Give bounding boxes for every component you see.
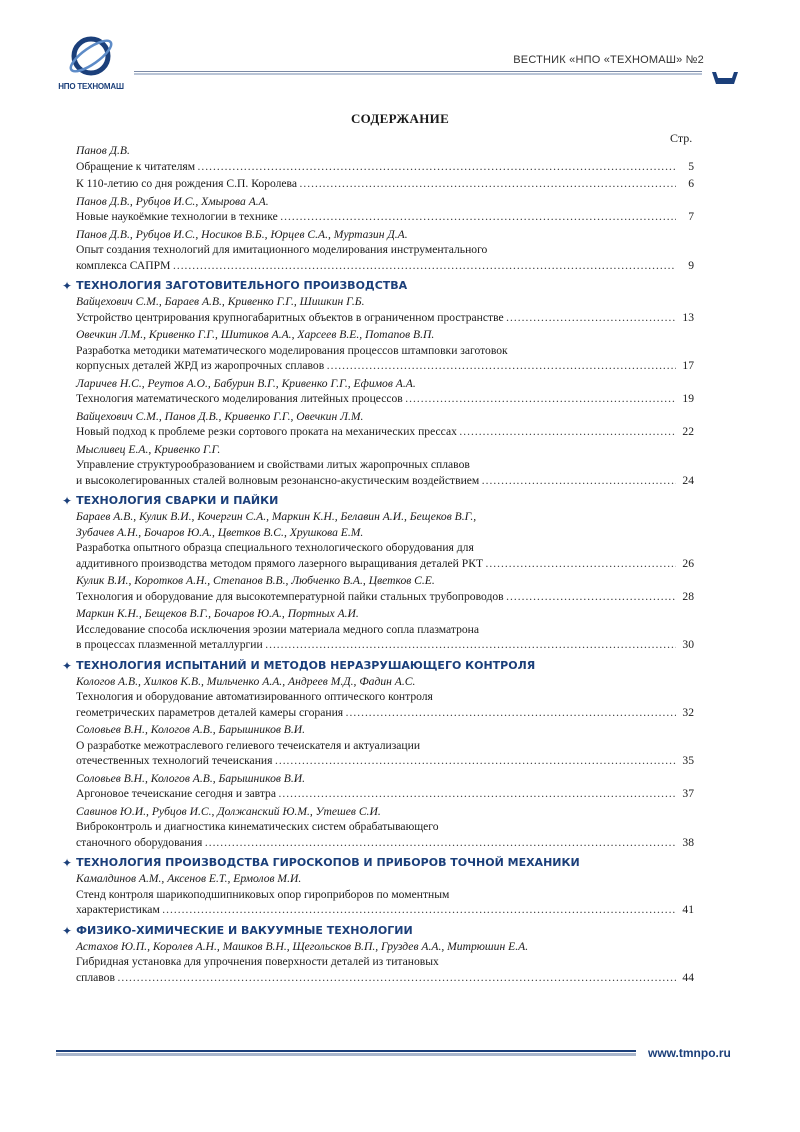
toc-entry[interactable] (62, 442, 694, 489)
leader-dots (172, 258, 676, 274)
entry-title-line: Опыт создания технологий для имитационного моделирования инструментального (76, 243, 488, 256)
toc-entry[interactable] (62, 871, 694, 918)
section-title: ТЕХНОЛОГИЯ ПРОИЗВОДСТВА ГИРОСКОПОВ И ПРИБОРОВ ТОЧНОЙ МЕХАНИКИ (76, 856, 580, 869)
leader-dots (506, 310, 676, 326)
entry-page-number: 19 (682, 392, 694, 405)
entry-page-number: 22 (682, 425, 694, 438)
entry-title-line: Разработка методики математического моделирования процессов штамповки заготовок (76, 343, 508, 357)
entry-title-line (62, 473, 694, 489)
entry-authors: Соловьев В.Н., Кологов А.В., Барышников В.И. (76, 723, 306, 736)
entry-authors: Вайцехович С.М., Панов Д.В., Кривенко Г.Г., Овечкин Л.М. (76, 409, 364, 423)
leader-dots (299, 176, 676, 192)
publisher-logo (56, 34, 126, 96)
entry-authors: Мысливец Е.А., Кривенко Г.Г. (76, 442, 221, 456)
corner-bracket-icon (710, 68, 740, 88)
entry-title-line: О разработке межотраслевого гелиевого течеискателя и актуализации (76, 738, 421, 752)
entry-page-number: 28 (682, 589, 694, 603)
entry-title-line (62, 209, 694, 225)
entry-authors: Кулик В.И., Коротков А.Н., Степанов В.В., Любченко В.А., Цветков С.Е. (76, 574, 435, 587)
toc-entry[interactable] (62, 771, 694, 802)
entry-authors: Кологов А.В., Хилков К.В., Мильченко А.А., Андреев М.Д., Фадин А.С. (76, 674, 416, 688)
leader-dots (405, 391, 676, 407)
entry-authors: Соловьев В.Н., Кологов А.В., Барышников В.И. (76, 771, 306, 785)
entry-page-number: 38 (682, 835, 694, 849)
entry-title-line (62, 391, 694, 407)
entry-title-line (62, 358, 694, 374)
toc-entry[interactable] (62, 227, 694, 274)
leader-dots (274, 753, 676, 769)
entry-title-text: Новый подход к проблеме резки сортового проката на механических прессах (76, 425, 457, 438)
toc-entry[interactable] (62, 409, 694, 440)
entry-title-text: геометрических параметров деталей камеры сгорания (76, 705, 344, 719)
entry-page-number: 41 (682, 903, 694, 916)
entry-title-text: станочного оборудования (76, 835, 203, 849)
entry-title-text: отечественных технологий течеискания (76, 754, 273, 767)
entry-page-number: 44 (682, 970, 694, 984)
entry-authors: Панов Д.В., Рубцов И.С., Носиков В.Б., Юрцев С.А., Муртазин Д.А. (76, 227, 408, 241)
sparkle-icon: ✦ (62, 923, 73, 938)
entry-authors: Маркин К.Н., Бещеков В.Г., Бочаров Ю.А., Портных А.И. (76, 607, 359, 620)
entry-authors: Овечкин Л.М., Кривенко Г.Г., Шитиков А.А., Харсеев В.Е., Потапов В.П. (76, 328, 435, 341)
entry-title-line: Гибридная установка для упрочнения поверхности деталей из титановых (76, 955, 439, 968)
entry-page-number: 17 (682, 359, 694, 372)
leader-dots (204, 835, 676, 851)
toc-entry[interactable] (62, 143, 694, 174)
toc-entry[interactable] (62, 674, 694, 721)
website-link[interactable]: www.tmnpo.ru (648, 1046, 731, 1060)
toc-entry[interactable] (62, 194, 694, 225)
entry-title-line (62, 176, 694, 192)
leader-dots (162, 902, 676, 918)
toc-entry[interactable] (62, 939, 694, 986)
toc-entry[interactable] (62, 294, 694, 325)
entry-title-line (62, 258, 694, 274)
entry-title-text: Аргоновое течеискание сегодня и завтра (76, 787, 276, 800)
entry-page-number: 5 (688, 159, 694, 173)
section-heading (62, 494, 694, 508)
section-heading (62, 279, 694, 293)
entry-page-number: 35 (682, 754, 694, 767)
section-heading (62, 659, 694, 673)
entry-title-line (62, 705, 694, 721)
entry-authors: Ларичев Н.С., Реутов А.О., Бабурин В.Г., Кривенко Г.Г., Ефимов А.А. (76, 376, 416, 390)
toc-title: СОДЕРЖАНИЕ (350, 111, 450, 126)
toc-entry[interactable] (62, 606, 694, 653)
footer-divider (56, 1050, 636, 1056)
entry-authors: Зубачев А.Н., Бочаров Ю.А., Цветков В.С., Хрушкова Е.М. (76, 525, 364, 539)
sparkle-icon: ✦ (62, 494, 73, 508)
entry-page-number: 32 (682, 705, 694, 719)
logo-orbit-icon (66, 34, 116, 80)
table-of-contents (62, 143, 694, 985)
journal-title: ВЕСТНИК «НПО «ТЕХНОМАШ» №2 (513, 54, 704, 66)
entry-title-line (62, 753, 694, 769)
entry-page-number: 30 (682, 638, 694, 651)
entry-title-line: Виброконтроль и диагностика кинематических систем обрабатывающего (76, 820, 439, 833)
leader-dots (280, 209, 676, 225)
leader-dots (326, 358, 676, 374)
entry-authors: Панов Д.В., Рубцов И.С., Хмырова А.А. (76, 194, 269, 208)
leader-dots (506, 589, 676, 605)
entry-title-line: Исследование способа исключения эрозии материала медного сопла плазматрона (76, 622, 480, 636)
entry-authors: Савинов Ю.И., Рубцов И.С., Должанский Ю.М., Утешев С.И. (76, 804, 381, 818)
entry-authors: Бараев А.В., Кулик В.И., Кочергин С.А., Маркин К.Н., Белавин А.И., Бещеков В.Г., (76, 510, 477, 523)
entry-page-number: 24 (682, 473, 694, 487)
toc-entry[interactable] (62, 327, 694, 374)
entry-title-line (62, 424, 694, 440)
entry-title-text: комплекса САПРМ (76, 258, 171, 272)
entry-authors: Астахов Ю.П., Королев А.Н., Машков В.Н., Щегольсков В.П., Груздев А.А., Митрюшин Е.А. (76, 939, 529, 953)
section-heading (62, 924, 694, 938)
entry-title-line: Управление структурообразованием и свойствами литых жаропрочных сплавов (76, 458, 470, 471)
entry-title-line (62, 902, 694, 918)
section-heading (62, 856, 694, 870)
entry-title-text: в процессах плазменной металлургии (76, 638, 263, 651)
leader-dots (345, 705, 676, 721)
toc-entry[interactable] (62, 376, 694, 407)
leader-dots (459, 424, 676, 440)
entry-title-line (62, 589, 694, 605)
entry-title-text: Новые наукоёмкие технологии в технике (76, 210, 278, 223)
entry-page-number: 9 (688, 258, 694, 272)
toc-entry[interactable] (62, 804, 694, 851)
section-title: ТЕХНОЛОГИЯ СВАРКИ И ПАЙКИ (76, 494, 279, 507)
page-column-label: Стр. (670, 131, 693, 145)
toc-entry[interactable] (62, 509, 694, 571)
section-title: ТЕХНОЛОГИЯ ИСПЫТАНИЙ И МЕТОДОВ НЕРАЗРУШАЮЩЕГО КОНТРОЛЯ (76, 658, 536, 672)
leader-dots (485, 556, 676, 572)
toc-entry[interactable] (62, 176, 694, 192)
header-divider (134, 71, 702, 75)
entry-authors: Панов Д.В. (76, 144, 130, 157)
entry-title-text: сплавов (76, 970, 115, 984)
entry-title-text: характеристикам (76, 903, 160, 916)
leader-dots (278, 786, 676, 802)
entry-page-number: 26 (682, 556, 694, 570)
leader-dots (197, 159, 676, 175)
sparkle-icon: ✦ (62, 856, 73, 870)
sparkle-icon: ✦ (62, 658, 73, 673)
sparkle-icon: ✦ (62, 279, 73, 293)
leader-dots (265, 637, 676, 653)
entry-title-line (62, 970, 694, 986)
entry-title-text: Устройство центрирования крупногабаритных объектов в ограниченном пространстве (76, 310, 504, 324)
entry-title-line (62, 556, 694, 572)
entry-title-line (62, 310, 694, 326)
logo-text: НПО ТЕХНОМАШ (58, 82, 124, 91)
entry-title-text: Обращение к читателям (76, 159, 196, 173)
leader-dots (481, 473, 676, 489)
entry-title-line (62, 786, 694, 802)
entry-title-text: корпусных деталей ЖРД из жаропрочных сплавов (76, 359, 325, 372)
section-title: ТЕХНОЛОГИЯ ЗАГОТОВИТЕЛЬНОГО ПРОИЗВОДСТВА (76, 279, 408, 292)
entry-page-number: 37 (682, 787, 694, 800)
entry-title-text: К 110-летию со дня рождения С.П. Королева (76, 177, 297, 190)
toc-entry[interactable] (62, 573, 694, 604)
entry-page-number: 13 (682, 310, 694, 324)
entry-title-line: Разработка опытного образца специального технологического оборудования для (76, 541, 474, 554)
section-title: ФИЗИКО-ХИМИЧЕСКИЕ И ВАКУУМНЫЕ ТЕХНОЛОГИИ (76, 923, 413, 937)
entry-title-line (62, 637, 694, 653)
entry-title-text: и высоколегированных сталей волновым резонансно-акустическим воздействием (76, 473, 480, 487)
entry-page-number: 6 (688, 177, 694, 190)
entry-title-line (62, 159, 694, 175)
toc-entry[interactable] (62, 722, 694, 769)
entry-title-line: Технология и оборудование автоматизированного оптического контроля (76, 690, 433, 703)
entry-title-text: Технология математического моделирования литейных процессов (76, 392, 403, 405)
leader-dots (117, 970, 676, 986)
entry-authors: Камалдинов А.М., Аксенов Е.Т., Ермолов М.И. (76, 872, 302, 885)
entry-page-number: 7 (688, 210, 694, 223)
entry-title-text: аддитивного производства методом прямого лазерного выращивания деталей РКТ (76, 556, 484, 570)
entry-title-line: Стенд контроля шарикоподшипниковых опор гироприборов по моментным (76, 887, 450, 901)
entry-title-text: Технология и оборудование для высокотемпературной пайки стальных трубопроводов (76, 589, 504, 603)
entry-title-line (62, 835, 694, 851)
entry-authors: Вайцехович С.М., Бараев А.В., Кривенко Г.Г., Шишкин Г.Б. (76, 295, 365, 308)
